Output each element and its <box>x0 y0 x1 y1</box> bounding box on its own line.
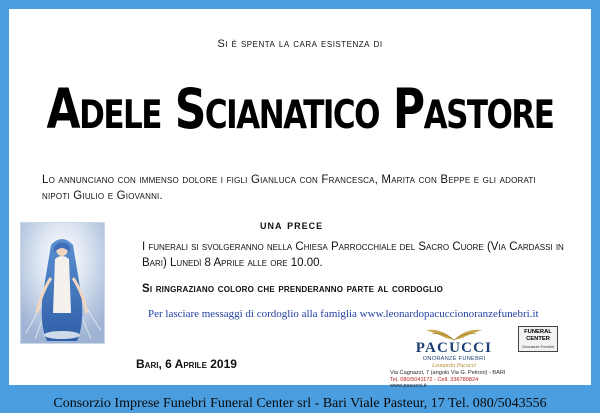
logo-website[interactable]: www.pacucci.it <box>390 383 427 389</box>
prayer-heading: una prece <box>260 217 324 232</box>
deceased-name: Adele Scianatico Pastore <box>46 78 554 142</box>
logo-title: PACUCCI <box>415 340 493 356</box>
madonna-image <box>20 222 105 344</box>
footer-bar <box>0 394 600 413</box>
footer-text: Consorzio Imprese Funebri Funeral Center srl - Bari Viale Pasteur, 17 Tel. 080/5043556 <box>53 396 547 411</box>
logo-subtitle: ONORANZE FUNEBRI <box>422 356 486 362</box>
badge-subtitle: Onoranze Funebri <box>521 344 555 349</box>
badge-title: FUNERAL CENTER <box>524 329 552 342</box>
logo-address-block <box>388 370 570 390</box>
intro-text: Si è spenta la cara esistenza di <box>217 38 383 50</box>
funeral-center-badge <box>518 326 558 352</box>
notice-date: Bari, 6 Aprile 2019 <box>136 357 237 371</box>
logo-script: Leonardo Pacucci <box>432 363 476 369</box>
announcement-text: Lo annunciano con immenso dolore i figli Gianluca con Francesca, Marita con Beppe e gli adorati nipoti Giulio e Giovanni. <box>42 174 536 202</box>
condolence-messages-link[interactable]: Per lasciare messaggi di cordoglio alla famiglia www.leonardopacuccionoranzefunebri.it <box>148 308 539 320</box>
funeral-home-logo <box>388 326 568 390</box>
thanks-text: Si ringraziano coloro che prenderanno parte al cordoglio <box>142 283 444 295</box>
logo-address: Via Cagnazzi, 7 (angolo Via G. Petroni) - BARI <box>390 370 506 376</box>
funeral-details: I funerali si svolgeranno nella Chiesa Parrocchiale del Sacro Cuore (Via Cardassi in Bari) Lunedì 8 Aprile alle ore 10.00. <box>142 241 564 269</box>
logo-phones: Tel. 080/5041172 - Cell. 336780824 <box>390 376 479 383</box>
